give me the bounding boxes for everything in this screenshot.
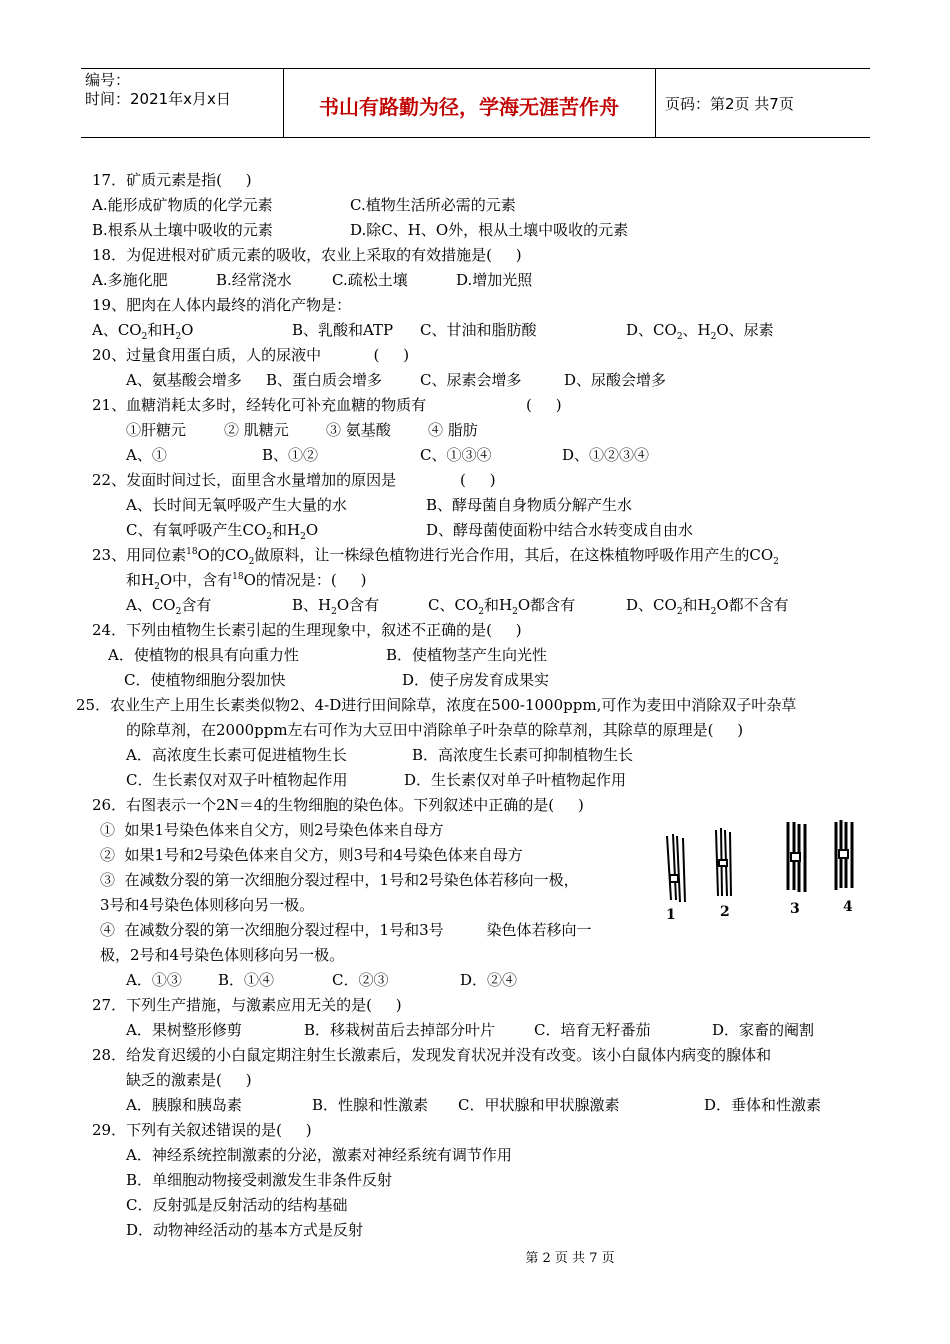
figure-label-3: 3: [790, 901, 800, 917]
question-23: 23、用同位素$^{18}$O的$CO_2$做原料，让一株绿色植物进行光合作用，其后，在这株植物呼吸作用产生的$CO_2$: [92, 546, 779, 567]
option: D.除C、H、O外，根从土壤中吸收的元素: [350, 221, 629, 239]
option: D．使子房发育成果实: [402, 671, 550, 689]
chromosome-figure: [660, 818, 870, 923]
option: D．动物神经活动的基本方式是反射: [126, 1221, 364, 1239]
option: D．垂体和性激素: [704, 1096, 822, 1114]
header-page-number: 页码：第2页 共7页: [665, 95, 794, 113]
item: ①肝糖元: [126, 421, 187, 439]
option: A、$CO_2$和$H_2O$: [92, 321, 194, 342]
option: A、长时间无氧呼吸产生大量的水: [126, 496, 347, 514]
option: A．①③: [126, 971, 182, 989]
option: B．①④: [218, 971, 275, 989]
question-18: 18．为促进根对矿质元素的吸收，农业上采取的有效措施是( ): [92, 246, 522, 264]
item: ③ 在减数分裂的第一次细胞分裂过程中，1号和2号染色体若移向一极，: [100, 871, 579, 889]
option: D．②④: [460, 971, 518, 989]
option: B、$H_2O$含有: [292, 596, 380, 617]
date-label: 时间：2021年x月x日: [85, 90, 231, 108]
question-29: 29．下列有关叙述错误的是( ): [92, 1121, 312, 1139]
option: C、①③④: [420, 446, 492, 464]
option: C、甘油和脂肪酸: [420, 321, 537, 339]
option: B.根系从土壤中吸收的元素: [92, 221, 273, 239]
option: B．高浓度生长素可抑制植物生长: [412, 746, 634, 764]
option: A、氨基酸会增多: [126, 371, 242, 389]
option: A、$CO_2$含有: [126, 596, 212, 617]
number-label: 编号：: [85, 71, 131, 89]
page-footer: 第 2 页 共 7 页: [525, 1251, 615, 1266]
option: A.多施化肥: [92, 271, 168, 289]
question-26: 26．右图表示一个2N＝4的生物细胞的染色体。下列叙述中正确的是( ): [92, 796, 584, 814]
figure-label-2: 2: [720, 904, 730, 920]
option: C．②③: [332, 971, 389, 989]
question-28: 28．给发育迟缓的小白鼠定期注射生长激素后，发现发育状况并没有改变。该小白鼠体内病变的腺体和: [92, 1046, 772, 1064]
option: C．使植物细胞分裂加快: [124, 671, 286, 689]
item: ④ 脂肪: [428, 421, 478, 439]
option: B．单细胞动物接受刺激发生非条件反射: [126, 1171, 393, 1189]
option: A．果树整形修剪: [126, 1021, 242, 1039]
item: ③ 氨基酸: [326, 421, 391, 439]
chromosome-1: [667, 834, 685, 902]
option: B．性腺和性激素: [312, 1096, 429, 1114]
option: D、酵母菌使面粉中结合水转变成自由水: [426, 521, 694, 539]
question-22: 22、发面时间过长，面里含水量增加的原因是: [92, 471, 397, 489]
option: D、$CO_2$、$H_2O$、尿素: [626, 321, 774, 342]
question-23-cont: 和$H_2O$中，含有$^{18}$O的情况是：( ): [126, 571, 367, 592]
option: D、尿酸会增多: [564, 371, 667, 389]
item: ② 肌糖元: [224, 421, 289, 439]
option: A．胰腺和胰岛素: [126, 1096, 242, 1114]
item: 3号和4号染色体则移向另一极。: [100, 896, 315, 914]
question-20: 20、过量食用蛋白质，人的尿液中 ( ): [92, 346, 410, 364]
option: D、①②③④: [562, 446, 650, 464]
option: C．甲状腺和甲状腺激素: [458, 1096, 620, 1114]
option: A．神经系统控制激素的分泌，激素对神经系统有调节作用: [126, 1146, 512, 1164]
option: B、蛋白质会增多: [266, 371, 383, 389]
chromosome-2: [716, 828, 731, 896]
question-21: 21、血糖消耗太多时，经转化可补充血糖的物质有: [92, 396, 427, 414]
question-19: 19、肥肉在人体内最终的消化产物是：: [92, 296, 352, 314]
answer-blank: ( ): [460, 471, 496, 489]
option: C.疏松土壤: [332, 271, 408, 289]
option: B．使植物茎产生向光性: [386, 646, 548, 664]
option: C．培育无籽番茄: [534, 1021, 651, 1039]
chromosome-3: [788, 822, 805, 892]
option: B.经常浇水: [216, 271, 292, 289]
header-motto: 书山有路勤为径，学海无涯苦作舟: [319, 95, 619, 119]
figure-label-1: 1: [666, 907, 676, 923]
answer-blank: ( ): [526, 396, 562, 414]
figure-label-4: 4: [843, 899, 853, 915]
option: C．反射弧是反射活动的结构基础: [126, 1196, 348, 1214]
option: C、有氧呼吸产生$CO_2$和$H_2O$: [126, 521, 319, 542]
option: B、乳酸和ATP: [292, 321, 394, 339]
option: D．生长素仅对单子叶植物起作用: [404, 771, 627, 789]
question-25: 25．农业生产上用生长素类似物2、4-D进行田间除草，浓度在500-1000ppm,可作为麦田中消除双子叶杂草: [76, 696, 797, 714]
option: B、①②: [262, 446, 319, 464]
question-25-cont: 的除草剂，在2000ppm左右可作为大豆田中消除单子叶杂草的除草剂，其除草的原理是( ): [126, 721, 744, 739]
option: C、$CO_2$和$H_2O$都含有: [428, 596, 576, 617]
option: D.增加光照: [456, 271, 533, 289]
question-17: 17．矿质元素是指( ): [92, 171, 252, 189]
option: A．高浓度生长素可促进植物生长: [126, 746, 347, 764]
item: ① 如果1号染色体来自父方，则2号染色体来自母方: [100, 821, 444, 839]
option: C．生长素仅对双子叶植物起作用: [126, 771, 348, 789]
header-divider: [655, 69, 656, 137]
option: B．移栽树苗后去掉部分叶片: [304, 1021, 496, 1039]
option: A.能形成矿物质的化学元素: [92, 196, 273, 214]
option: D、$CO_2$和$H_2O$都不含有: [626, 596, 789, 617]
option: A．使植物的根具有向重力性: [108, 646, 299, 664]
item: 极，2号和4号染色体则移向另一极。: [100, 946, 345, 964]
option: D．家畜的阉割: [712, 1021, 815, 1039]
chromosome-4: [836, 820, 852, 890]
option: C、尿素会增多: [420, 371, 522, 389]
option: C.植物生活所必需的元素: [350, 196, 516, 214]
page-header: [81, 68, 870, 138]
header-meta: [85, 71, 231, 109]
option: B、酵母菌自身物质分解产生水: [426, 496, 633, 514]
question-28-cont: 缺乏的激素是( ): [126, 1071, 252, 1089]
item: ② 如果1号和2号染色体来自父方，则3号和4号染色体来自母方: [100, 846, 523, 864]
question-27: 27．下列生产措施，与激素应用无关的是( ): [92, 996, 402, 1014]
option: A、①: [126, 446, 167, 464]
question-24: 24．下列由植物生长素引起的生理现象中，叙述不正确的是( ): [92, 621, 522, 639]
item: ④ 在减数分裂的第一次细胞分裂过程中，1号和3号 染色体若移向一: [100, 921, 592, 939]
